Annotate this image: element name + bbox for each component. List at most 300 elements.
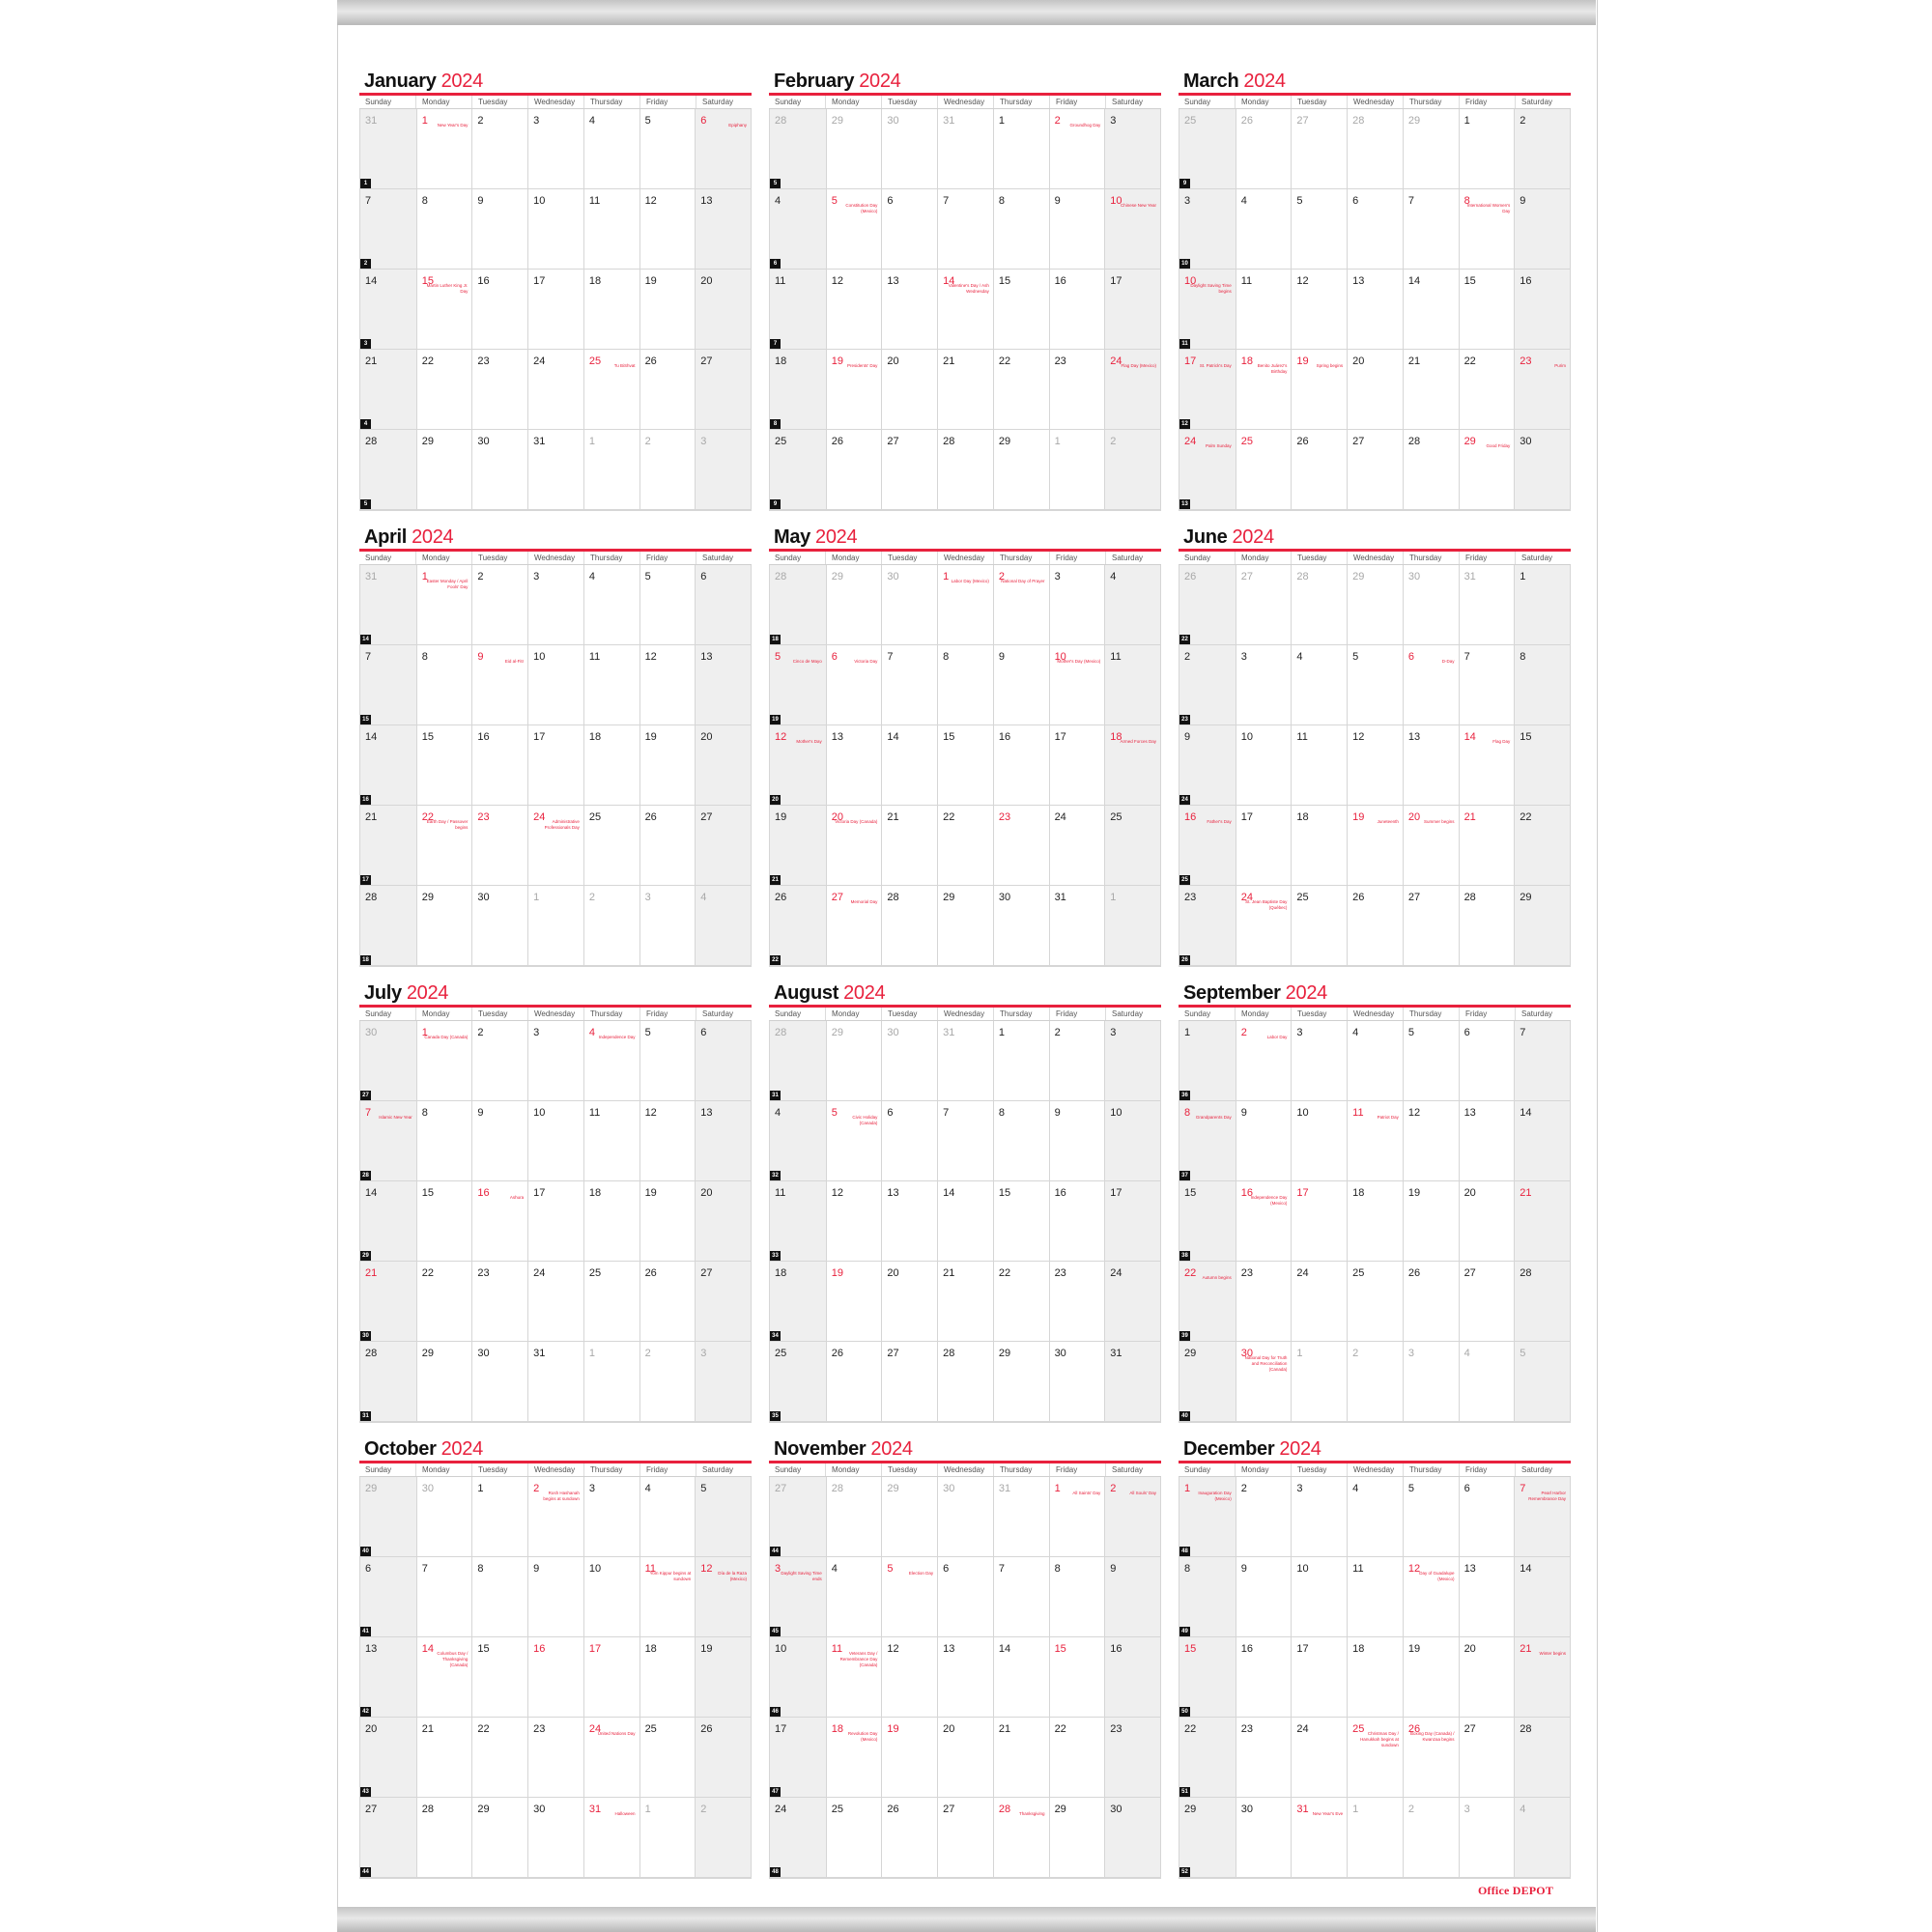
day-cell[interactable]: [1104, 1637, 1160, 1718]
day-cell[interactable]: [639, 430, 696, 510]
day-cell[interactable]: [1403, 1262, 1459, 1342]
day-cell[interactable]: [937, 189, 993, 270]
day-cell[interactable]: [1236, 1181, 1292, 1262]
day-cell[interactable]: [639, 109, 696, 189]
day-cell[interactable]: [937, 1798, 993, 1878]
day-cell[interactable]: [826, 1262, 882, 1342]
day-cell[interactable]: [993, 430, 1049, 510]
day-cell[interactable]: [993, 109, 1049, 189]
day-cell[interactable]: [1403, 806, 1459, 886]
day-cell[interactable]: [1459, 725, 1515, 806]
day-cell[interactable]: [1236, 1557, 1292, 1637]
day-cell[interactable]: [416, 1798, 472, 1878]
day-cell[interactable]: [1459, 189, 1515, 270]
day-cell[interactable]: [1236, 1101, 1292, 1181]
day-cell[interactable]: [826, 1557, 882, 1637]
day-cell[interactable]: [471, 270, 527, 350]
day-cell[interactable]: [695, 1262, 751, 1342]
day-cell[interactable]: [1179, 189, 1236, 270]
day-cell[interactable]: [695, 1798, 751, 1878]
day-cell[interactable]: [881, 109, 937, 189]
day-cell[interactable]: [695, 1557, 751, 1637]
day-cell[interactable]: [881, 1181, 937, 1262]
day-cell[interactable]: [937, 565, 993, 645]
day-cell[interactable]: [1403, 1181, 1459, 1262]
day-cell[interactable]: [1236, 1718, 1292, 1798]
day-cell[interactable]: [471, 1557, 527, 1637]
day-cell[interactable]: [1459, 1021, 1515, 1101]
day-cell[interactable]: [527, 725, 583, 806]
day-cell[interactable]: [1403, 270, 1459, 350]
day-cell[interactable]: [826, 1637, 882, 1718]
day-cell[interactable]: [1104, 1557, 1160, 1637]
day-cell[interactable]: [639, 886, 696, 966]
day-cell[interactable]: [527, 270, 583, 350]
day-cell[interactable]: [1514, 1021, 1570, 1101]
day-cell[interactable]: [881, 1798, 937, 1878]
day-cell[interactable]: [1514, 886, 1570, 966]
day-cell[interactable]: [583, 109, 639, 189]
day-cell[interactable]: [1347, 1718, 1403, 1798]
day-cell[interactable]: [770, 1557, 826, 1637]
day-cell[interactable]: [1347, 565, 1403, 645]
day-cell[interactable]: [527, 806, 583, 886]
day-cell[interactable]: [416, 270, 472, 350]
day-cell[interactable]: [826, 189, 882, 270]
day-cell[interactable]: [360, 1798, 416, 1878]
day-cell[interactable]: [1459, 1101, 1515, 1181]
day-cell[interactable]: [770, 189, 826, 270]
day-cell[interactable]: [1514, 1342, 1570, 1422]
day-cell[interactable]: [937, 109, 993, 189]
day-cell[interactable]: [1179, 806, 1236, 886]
day-cell[interactable]: [993, 1181, 1049, 1262]
day-cell[interactable]: [639, 1181, 696, 1262]
day-cell[interactable]: [695, 806, 751, 886]
day-cell[interactable]: [527, 645, 583, 725]
day-cell[interactable]: [1104, 1262, 1160, 1342]
day-cell[interactable]: [1403, 565, 1459, 645]
day-cell[interactable]: [360, 1637, 416, 1718]
day-cell[interactable]: [360, 1718, 416, 1798]
day-cell[interactable]: [1514, 645, 1570, 725]
day-cell[interactable]: [881, 1477, 937, 1557]
day-cell[interactable]: [1236, 1477, 1292, 1557]
day-cell[interactable]: [993, 1557, 1049, 1637]
day-cell[interactable]: [639, 1718, 696, 1798]
day-cell[interactable]: [1049, 1798, 1105, 1878]
day-cell[interactable]: [695, 565, 751, 645]
day-cell[interactable]: [1291, 1101, 1347, 1181]
day-cell[interactable]: [471, 725, 527, 806]
day-cell[interactable]: [471, 109, 527, 189]
day-cell[interactable]: [1104, 1718, 1160, 1798]
day-cell[interactable]: [1236, 645, 1292, 725]
day-cell[interactable]: [1403, 1342, 1459, 1422]
day-cell[interactable]: [360, 109, 416, 189]
day-cell[interactable]: [1403, 645, 1459, 725]
day-cell[interactable]: [1347, 1557, 1403, 1637]
day-cell[interactable]: [826, 1798, 882, 1878]
day-cell[interactable]: [360, 1021, 416, 1101]
day-cell[interactable]: [1514, 1798, 1570, 1878]
day-cell[interactable]: [1049, 270, 1105, 350]
day-cell[interactable]: [583, 270, 639, 350]
day-cell[interactable]: [881, 1262, 937, 1342]
day-cell[interactable]: [937, 1101, 993, 1181]
day-cell[interactable]: [1049, 1262, 1105, 1342]
day-cell[interactable]: [360, 1262, 416, 1342]
day-cell[interactable]: [1347, 1477, 1403, 1557]
day-cell[interactable]: [993, 1798, 1049, 1878]
day-cell[interactable]: [1179, 725, 1236, 806]
day-cell[interactable]: [360, 189, 416, 270]
day-cell[interactable]: [826, 350, 882, 430]
day-cell[interactable]: [1049, 1477, 1105, 1557]
day-cell[interactable]: [639, 350, 696, 430]
day-cell[interactable]: [1459, 1637, 1515, 1718]
day-cell[interactable]: [1347, 1101, 1403, 1181]
day-cell[interactable]: [826, 886, 882, 966]
day-cell[interactable]: [770, 1798, 826, 1878]
day-cell[interactable]: [360, 1342, 416, 1422]
day-cell[interactable]: [360, 806, 416, 886]
day-cell[interactable]: [1403, 1557, 1459, 1637]
day-cell[interactable]: [1236, 109, 1292, 189]
day-cell[interactable]: [583, 1557, 639, 1637]
day-cell[interactable]: [770, 1477, 826, 1557]
day-cell[interactable]: [881, 565, 937, 645]
day-cell[interactable]: [527, 430, 583, 510]
day-cell[interactable]: [770, 1021, 826, 1101]
day-cell[interactable]: [1104, 806, 1160, 886]
day-cell[interactable]: [416, 725, 472, 806]
day-cell[interactable]: [416, 1477, 472, 1557]
day-cell[interactable]: [1104, 430, 1160, 510]
day-cell[interactable]: [1403, 886, 1459, 966]
day-cell[interactable]: [1514, 806, 1570, 886]
day-cell[interactable]: [1236, 565, 1292, 645]
day-cell[interactable]: [1049, 1101, 1105, 1181]
day-cell[interactable]: [695, 270, 751, 350]
day-cell[interactable]: [1104, 1021, 1160, 1101]
day-cell[interactable]: [1291, 109, 1347, 189]
day-cell[interactable]: [1347, 806, 1403, 886]
day-cell[interactable]: [937, 1637, 993, 1718]
day-cell[interactable]: [1347, 189, 1403, 270]
day-cell[interactable]: [993, 886, 1049, 966]
day-cell[interactable]: [1104, 1101, 1160, 1181]
day-cell[interactable]: [826, 645, 882, 725]
day-cell[interactable]: [937, 1262, 993, 1342]
day-cell[interactable]: [695, 189, 751, 270]
day-cell[interactable]: [360, 350, 416, 430]
day-cell[interactable]: [471, 189, 527, 270]
day-cell[interactable]: [1104, 1181, 1160, 1262]
day-cell[interactable]: [639, 725, 696, 806]
day-cell[interactable]: [993, 1101, 1049, 1181]
day-cell[interactable]: [360, 1557, 416, 1637]
day-cell[interactable]: [937, 645, 993, 725]
day-cell[interactable]: [1514, 430, 1570, 510]
day-cell[interactable]: [993, 270, 1049, 350]
day-cell[interactable]: [416, 806, 472, 886]
day-cell[interactable]: [527, 1342, 583, 1422]
day-cell[interactable]: [471, 430, 527, 510]
day-cell[interactable]: [993, 1342, 1049, 1422]
day-cell[interactable]: [639, 1637, 696, 1718]
day-cell[interactable]: [695, 886, 751, 966]
day-cell[interactable]: [1179, 645, 1236, 725]
day-cell[interactable]: [1459, 645, 1515, 725]
day-cell[interactable]: [360, 1101, 416, 1181]
day-cell[interactable]: [639, 270, 696, 350]
day-cell[interactable]: [1291, 1798, 1347, 1878]
day-cell[interactable]: [770, 886, 826, 966]
day-cell[interactable]: [881, 1101, 937, 1181]
day-cell[interactable]: [1291, 1021, 1347, 1101]
day-cell[interactable]: [1291, 1557, 1347, 1637]
day-cell[interactable]: [1049, 1181, 1105, 1262]
day-cell[interactable]: [1403, 1021, 1459, 1101]
day-cell[interactable]: [770, 1181, 826, 1262]
day-cell[interactable]: [1459, 886, 1515, 966]
day-cell[interactable]: [695, 1021, 751, 1101]
day-cell[interactable]: [1104, 565, 1160, 645]
day-cell[interactable]: [416, 1557, 472, 1637]
day-cell[interactable]: [416, 565, 472, 645]
day-cell[interactable]: [416, 1262, 472, 1342]
day-cell[interactable]: [881, 1557, 937, 1637]
day-cell[interactable]: [471, 565, 527, 645]
day-cell[interactable]: [416, 189, 472, 270]
day-cell[interactable]: [1291, 430, 1347, 510]
day-cell[interactable]: [1514, 725, 1570, 806]
day-cell[interactable]: [1179, 1342, 1236, 1422]
day-cell[interactable]: [881, 1342, 937, 1422]
day-cell[interactable]: [937, 270, 993, 350]
day-cell[interactable]: [1049, 430, 1105, 510]
day-cell[interactable]: [881, 430, 937, 510]
day-cell[interactable]: [1291, 806, 1347, 886]
day-cell[interactable]: [360, 1181, 416, 1262]
day-cell[interactable]: [583, 1101, 639, 1181]
day-cell[interactable]: [1514, 1477, 1570, 1557]
day-cell[interactable]: [1104, 725, 1160, 806]
day-cell[interactable]: [360, 725, 416, 806]
day-cell[interactable]: [1514, 270, 1570, 350]
day-cell[interactable]: [826, 1477, 882, 1557]
day-cell[interactable]: [1459, 1342, 1515, 1422]
day-cell[interactable]: [1514, 1181, 1570, 1262]
day-cell[interactable]: [360, 886, 416, 966]
day-cell[interactable]: [1236, 886, 1292, 966]
day-cell[interactable]: [471, 886, 527, 966]
day-cell[interactable]: [1347, 1262, 1403, 1342]
day-cell[interactable]: [639, 806, 696, 886]
day-cell[interactable]: [1514, 1718, 1570, 1798]
day-cell[interactable]: [826, 725, 882, 806]
day-cell[interactable]: [1291, 645, 1347, 725]
day-cell[interactable]: [770, 645, 826, 725]
day-cell[interactable]: [1347, 1798, 1403, 1878]
day-cell[interactable]: [1236, 430, 1292, 510]
day-cell[interactable]: [881, 725, 937, 806]
day-cell[interactable]: [471, 1021, 527, 1101]
day-cell[interactable]: [1236, 189, 1292, 270]
day-cell[interactable]: [1403, 109, 1459, 189]
day-cell[interactable]: [1291, 725, 1347, 806]
day-cell[interactable]: [639, 1021, 696, 1101]
day-cell[interactable]: [937, 350, 993, 430]
day-cell[interactable]: [639, 1101, 696, 1181]
day-cell[interactable]: [1049, 565, 1105, 645]
day-cell[interactable]: [1347, 109, 1403, 189]
day-cell[interactable]: [583, 806, 639, 886]
day-cell[interactable]: [1347, 430, 1403, 510]
day-cell[interactable]: [583, 1181, 639, 1262]
day-cell[interactable]: [527, 1637, 583, 1718]
day-cell[interactable]: [695, 645, 751, 725]
day-cell[interactable]: [639, 1477, 696, 1557]
day-cell[interactable]: [770, 109, 826, 189]
day-cell[interactable]: [527, 1798, 583, 1878]
day-cell[interactable]: [1049, 806, 1105, 886]
day-cell[interactable]: [1104, 350, 1160, 430]
day-cell[interactable]: [639, 1798, 696, 1878]
day-cell[interactable]: [360, 645, 416, 725]
day-cell[interactable]: [471, 1262, 527, 1342]
day-cell[interactable]: [826, 806, 882, 886]
day-cell[interactable]: [471, 1101, 527, 1181]
day-cell[interactable]: [770, 725, 826, 806]
day-cell[interactable]: [416, 1021, 472, 1101]
day-cell[interactable]: [770, 1342, 826, 1422]
day-cell[interactable]: [881, 350, 937, 430]
day-cell[interactable]: [1514, 1557, 1570, 1637]
day-cell[interactable]: [881, 806, 937, 886]
day-cell[interactable]: [993, 1021, 1049, 1101]
day-cell[interactable]: [471, 1477, 527, 1557]
day-cell[interactable]: [416, 350, 472, 430]
day-cell[interactable]: [1347, 1342, 1403, 1422]
day-cell[interactable]: [527, 350, 583, 430]
day-cell[interactable]: [583, 1262, 639, 1342]
day-cell[interactable]: [583, 1718, 639, 1798]
day-cell[interactable]: [1347, 886, 1403, 966]
day-cell[interactable]: [1179, 1477, 1236, 1557]
day-cell[interactable]: [1514, 565, 1570, 645]
day-cell[interactable]: [1291, 350, 1347, 430]
day-cell[interactable]: [1291, 886, 1347, 966]
day-cell[interactable]: [770, 565, 826, 645]
day-cell[interactable]: [770, 1262, 826, 1342]
day-cell[interactable]: [1514, 350, 1570, 430]
day-cell[interactable]: [1459, 350, 1515, 430]
day-cell[interactable]: [1403, 1798, 1459, 1878]
day-cell[interactable]: [1236, 1021, 1292, 1101]
day-cell[interactable]: [471, 806, 527, 886]
day-cell[interactable]: [1179, 886, 1236, 966]
day-cell[interactable]: [583, 1021, 639, 1101]
day-cell[interactable]: [1514, 109, 1570, 189]
day-cell[interactable]: [1179, 1798, 1236, 1878]
day-cell[interactable]: [826, 430, 882, 510]
day-cell[interactable]: [881, 1021, 937, 1101]
day-cell[interactable]: [527, 1181, 583, 1262]
day-cell[interactable]: [583, 1477, 639, 1557]
day-cell[interactable]: [1514, 1637, 1570, 1718]
day-cell[interactable]: [1291, 1637, 1347, 1718]
day-cell[interactable]: [583, 350, 639, 430]
day-cell[interactable]: [1179, 1557, 1236, 1637]
day-cell[interactable]: [993, 1637, 1049, 1718]
day-cell[interactable]: [416, 645, 472, 725]
day-cell[interactable]: [1403, 430, 1459, 510]
day-cell[interactable]: [1049, 189, 1105, 270]
day-cell[interactable]: [1049, 645, 1105, 725]
day-cell[interactable]: [993, 1718, 1049, 1798]
day-cell[interactable]: [1347, 1637, 1403, 1718]
day-cell[interactable]: [1236, 270, 1292, 350]
day-cell[interactable]: [416, 1637, 472, 1718]
day-cell[interactable]: [695, 350, 751, 430]
day-cell[interactable]: [937, 1181, 993, 1262]
day-cell[interactable]: [1459, 1798, 1515, 1878]
day-cell[interactable]: [527, 565, 583, 645]
day-cell[interactable]: [1179, 1262, 1236, 1342]
day-cell[interactable]: [1049, 1021, 1105, 1101]
day-cell[interactable]: [1179, 270, 1236, 350]
day-cell[interactable]: [881, 645, 937, 725]
day-cell[interactable]: [937, 725, 993, 806]
day-cell[interactable]: [993, 645, 1049, 725]
day-cell[interactable]: [937, 1021, 993, 1101]
day-cell[interactable]: [1459, 1477, 1515, 1557]
day-cell[interactable]: [360, 270, 416, 350]
day-cell[interactable]: [527, 1262, 583, 1342]
day-cell[interactable]: [639, 645, 696, 725]
day-cell[interactable]: [881, 270, 937, 350]
day-cell[interactable]: [416, 1342, 472, 1422]
day-cell[interactable]: [881, 1637, 937, 1718]
day-cell[interactable]: [527, 189, 583, 270]
day-cell[interactable]: [1347, 350, 1403, 430]
day-cell[interactable]: [1179, 109, 1236, 189]
day-cell[interactable]: [826, 1718, 882, 1798]
day-cell[interactable]: [1104, 645, 1160, 725]
day-cell[interactable]: [1347, 1021, 1403, 1101]
day-cell[interactable]: [770, 806, 826, 886]
day-cell[interactable]: [639, 1342, 696, 1422]
day-cell[interactable]: [471, 350, 527, 430]
day-cell[interactable]: [1049, 109, 1105, 189]
day-cell[interactable]: [583, 1798, 639, 1878]
day-cell[interactable]: [360, 1477, 416, 1557]
day-cell[interactable]: [1514, 1101, 1570, 1181]
day-cell[interactable]: [416, 1181, 472, 1262]
day-cell[interactable]: [1179, 1181, 1236, 1262]
day-cell[interactable]: [1104, 886, 1160, 966]
day-cell[interactable]: [881, 886, 937, 966]
day-cell[interactable]: [471, 645, 527, 725]
day-cell[interactable]: [1049, 1557, 1105, 1637]
day-cell[interactable]: [1347, 270, 1403, 350]
day-cell[interactable]: [1459, 806, 1515, 886]
day-cell[interactable]: [1104, 109, 1160, 189]
day-cell[interactable]: [1179, 350, 1236, 430]
day-cell[interactable]: [583, 886, 639, 966]
